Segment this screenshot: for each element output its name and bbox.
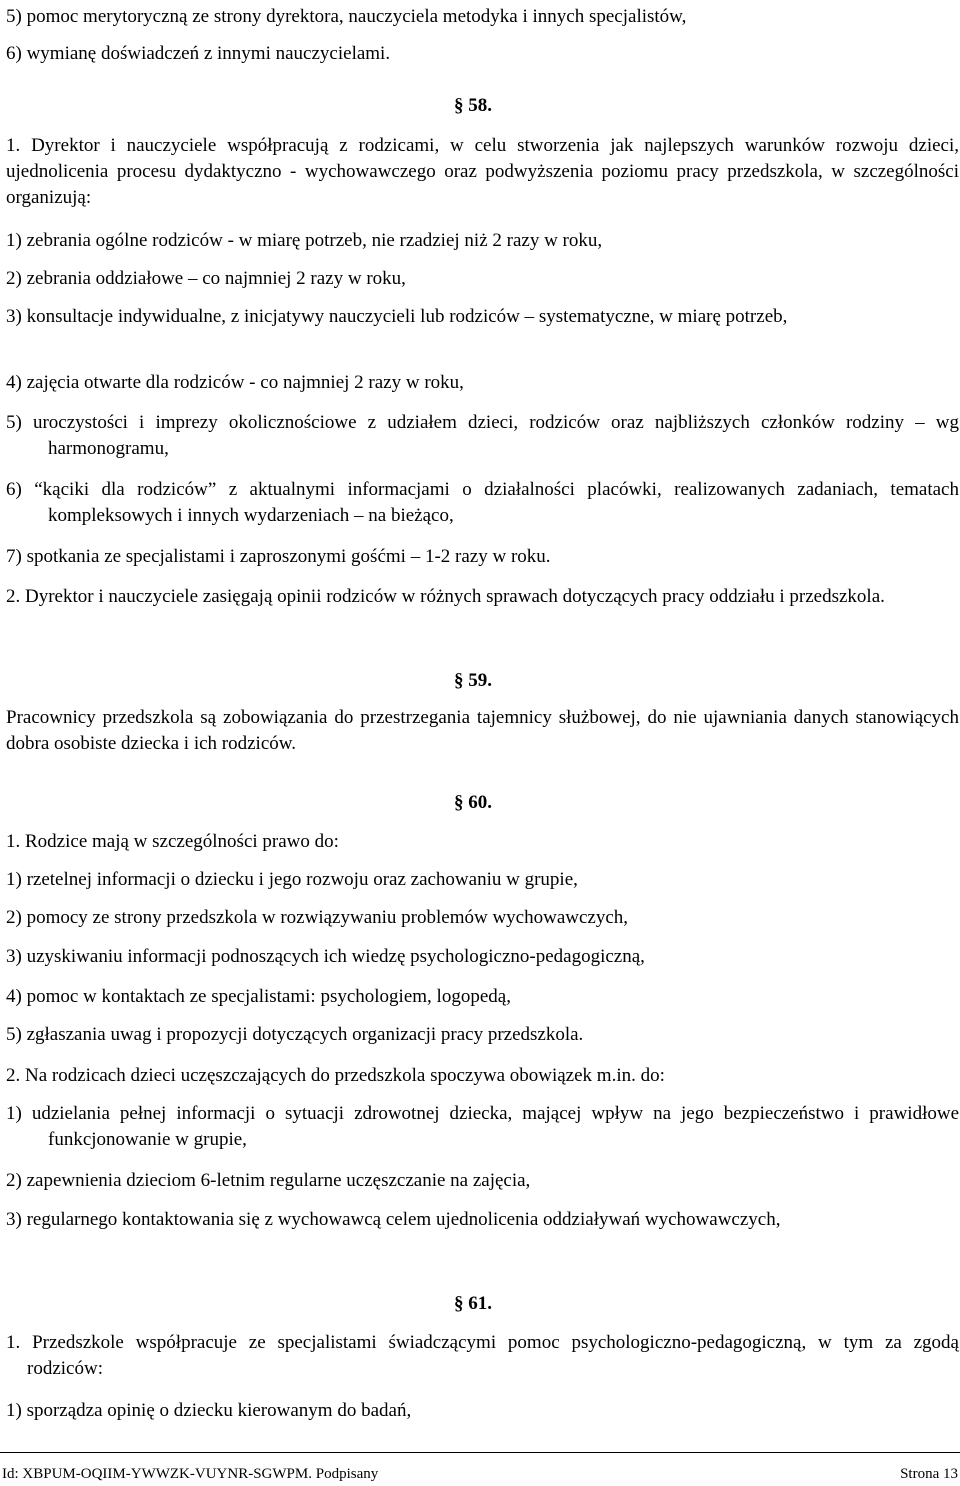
list-item: 6) “kąciki dla rodziców” z aktualnymi informacjami o działalności placówki, realizowanych zadaniach, tematach kompleksowych i innych wydarzeniach – na bieżąco, [6, 479, 959, 526]
list-item: 7) spotkania ze specjalistami i zaproszonymi gośćmi – 1-2 razy w roku. [6, 546, 551, 567]
list-item: 1) zebrania ogólne rodziców - w miarę potrzeb, nie rzadziej niż 2 razy w roku, [6, 230, 603, 251]
footer-divider [0, 1452, 960, 1453]
list-item: 5) pomoc merytoryczną ze strony dyrektora, nauczyciela metodyka i innych specjalistów, [6, 6, 687, 27]
list-item: 3) konsultacje indywidualne, z inicjatywy nauczycieli lub rodziców – systematyczne, w miarę potrzeb, [6, 306, 788, 327]
footer-page-number: Strona 13 [900, 1466, 958, 1482]
list-item: 3) uzyskiwaniu informacji podnoszących ich wiedzę psychologiczno-pedagogiczną, [6, 946, 645, 967]
list-item: 5) uroczystości i imprezy okolicznościowe z udziałem dzieci, rodziców oraz najbliższych członków rodziny – wg harmonogramu, [6, 412, 959, 459]
section-heading-59: § 59. [454, 670, 492, 691]
list-item: 3) regularnego kontaktowania się z wychowawcą celem ujednolicenia oddziaływań wychowawczych, [6, 1209, 781, 1230]
list-item: 4) zajęcia otwarte dla rodziców - co najmniej 2 razy w roku, [6, 372, 464, 393]
paragraph: 2. Na rodzicach dzieci uczęszczających do przedszkola spoczywa obowiązek m.in. do: [6, 1065, 665, 1086]
list-item: 2) pomocy ze strony przedszkola w rozwiązywaniu problemów wychowawczych, [6, 907, 629, 928]
section-heading-60: § 60. [454, 792, 492, 813]
paragraph: Pracownicy przedszkola są zobowiązania do przestrzegania tajemnicy służbowej, do nie ujawniania danych stanowiących dobra osobiste dziecka i ich rodziców. [6, 707, 959, 754]
section-heading-61: § 61. [454, 1293, 492, 1314]
list-item: 2) zapewnienia dzieciom 6-letnim regularne uczęszczanie na zajęcia, [6, 1170, 531, 1191]
list-item: 4) pomoc w kontaktach ze specjalistami: psychologiem, logopedą, [6, 986, 511, 1007]
list-item: 1) sporządza opinię o dziecku kierowanym do badań, [6, 1400, 412, 1421]
footer-document-id: Id: XBPUM-OQIIM-YWWZK-VUYNR-SGWPM. Podpisany [2, 1466, 379, 1482]
list-item: 1) rzetelnej informacji o dziecku i jego rozwoju oraz zachowaniu w grupie, [6, 869, 578, 890]
paragraph: 1. Przedszkole współpracuje ze specjalistami świadczącymi pomoc psychologiczno-pedagogiczną, w tym za zgodą rodziców: [6, 1332, 959, 1379]
section-heading-58: § 58. [454, 95, 492, 116]
paragraph: 2. Dyrektor i nauczyciele zasięgają opinii rodziców w różnych sprawach dotyczących pracy oddziału i przedszkola. [6, 586, 885, 607]
list-item: 1) udzielania pełnej informacji o sytuacji zdrowotnej dziecka, mającej wpływ na jego bezpieczeństwo i prawidłowe funkcjonowanie w grupie, [6, 1103, 959, 1150]
list-item: 6) wymianę doświadczeń z innymi nauczycielami. [6, 43, 391, 64]
list-item: 5) zgłaszania uwag i propozycji dotyczących organizacji pracy przedszkola. [6, 1024, 584, 1045]
list-item: 2) zebrania oddziałowe – co najmniej 2 razy w roku, [6, 268, 406, 289]
paragraph: 1. Dyrektor i nauczyciele współpracują z rodzicami, w celu stworzenia jak najlepszych warunków rozwoju dzieci, ujednolicenia procesu dydaktyczno - wychowawczego oraz podwyższenia poziomu pracy przedszkola, w szczególności organizują: [6, 135, 959, 208]
paragraph: 1. Rodzice mają w szczególności prawo do: [6, 831, 339, 852]
